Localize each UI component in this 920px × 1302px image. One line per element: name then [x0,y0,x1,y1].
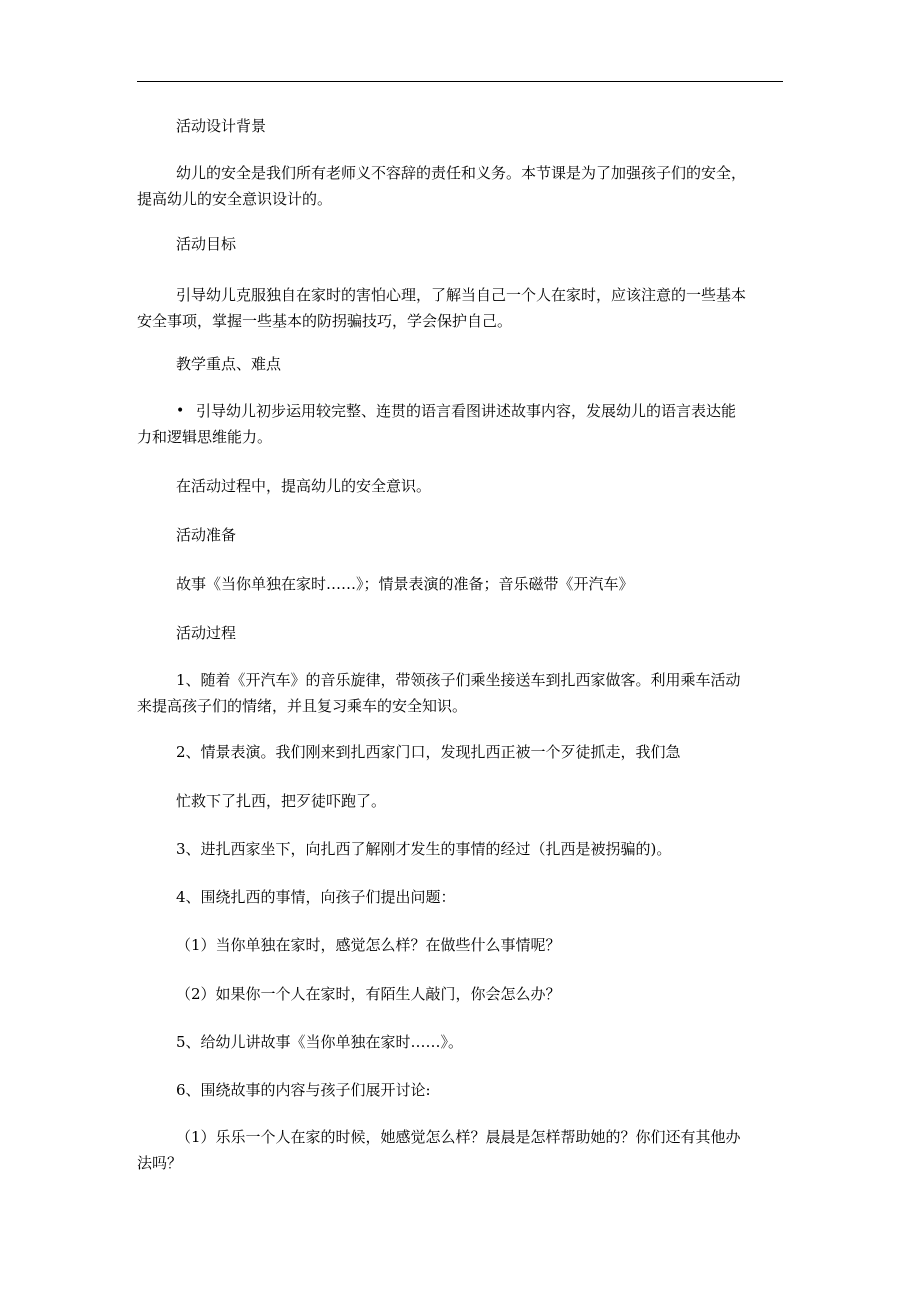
step-2b-paragraph [176,788,826,814]
step-6-line: 6、围绕故事的内容与孩子们展开讨论: [176,1081,431,1099]
goals-line-2: 安全事项，掌握一些基本的防拐骗技巧，学会保护自己。 [137,312,513,330]
discussion-1-line-1: （1）乐乐一个人在家的时候，她感觉怎么样？晨晨是怎样帮助她的？你们还有其他办 [176,1128,741,1146]
question-1-paragraph [176,932,826,958]
key-point-line-2: 力和逻辑思维能力。 [137,428,273,446]
preparation-line: 故事《当你单独在家时……》；情景表演的准备；音乐磁带《开汽车》 [176,575,634,593]
heading-preparation-line: 活动准备 [176,526,237,544]
step-1-line-2: 来提高孩子们的情绪，并且复习乘车的安全知识。 [137,697,468,715]
bullet-icon: • [176,403,185,419]
background-line-1: 幼儿的安全是我们所有老师义不容辞的责任和义务。本节课是为了加强孩子们的安全， [176,164,747,182]
heading-goals-line: 活动目标 [176,235,237,253]
heading-key-points-line: 教学重点、难点 [176,355,282,373]
step-2a-line: 2、情景表演。我们刚来到扎西家门口，发现扎西正被一个歹徒抓走，我们急 [176,743,681,761]
background-paragraph [137,160,787,212]
heading-process-line: 活动过程 [176,624,237,642]
step-1-paragraph [137,667,787,719]
step-2a-paragraph [176,739,826,765]
heading-background-line: 活动设计背景 [176,117,267,135]
key-point-2-paragraph [176,473,826,499]
step-5-paragraph [176,1029,826,1055]
key-point-line-1: 引导幼儿初步运用较完整、连贯的语言看图讲述故事内容，发展幼儿的语言表达能 [196,402,737,420]
preparation-paragraph [176,571,826,597]
key-point-bullet-paragraph [137,398,787,450]
heading-preparation [176,522,826,548]
heading-background [176,113,826,139]
question-2-paragraph [176,981,826,1007]
step-6-paragraph [176,1077,826,1103]
discussion-1-line-2: 法吗？ [137,1154,183,1172]
question-2-line: （2）如果你一个人在家时，有陌生人敲门，你会怎么办？ [176,985,561,1003]
heading-process [176,620,826,646]
goals-line-1: 引导幼儿克服独自在家时的害怕心理，了解当自己一个人在家时，应该注意的一些基本 [176,286,747,304]
step-5-line: 5、给幼儿讲故事《当你单独在家时……》。 [176,1033,464,1051]
background-line-2: 提高幼儿的安全意识设计的。 [137,190,333,208]
discussion-1-paragraph [137,1124,787,1176]
step-1-line-1: 1、随着《开汽车》的音乐旋律，带领孩子们乘坐接送车到扎西家做客。利用乘车活动 [176,671,741,689]
step-3-paragraph [176,836,826,862]
heading-key-points [176,351,826,377]
heading-goals [176,231,826,257]
step-3-line: 3、进扎西家坐下，向扎西了解刚才发生的事情的经过（扎西是被拐骗的)。 [176,840,672,858]
step-2b-line: 忙救下了扎西，把歹徒吓跑了。 [176,792,387,810]
question-1-line: （1）当你单独在家时，感觉怎么样？在做些什么事情呢？ [176,936,561,954]
header-rule [137,81,783,82]
key-point-2-line: 在活动过程中，提高幼儿的安全意识。 [176,477,432,495]
goals-paragraph [137,282,787,334]
step-4-paragraph [176,884,826,910]
step-4-line: 4、围绕扎西的事情，向孩子们提出问题： [176,888,456,906]
